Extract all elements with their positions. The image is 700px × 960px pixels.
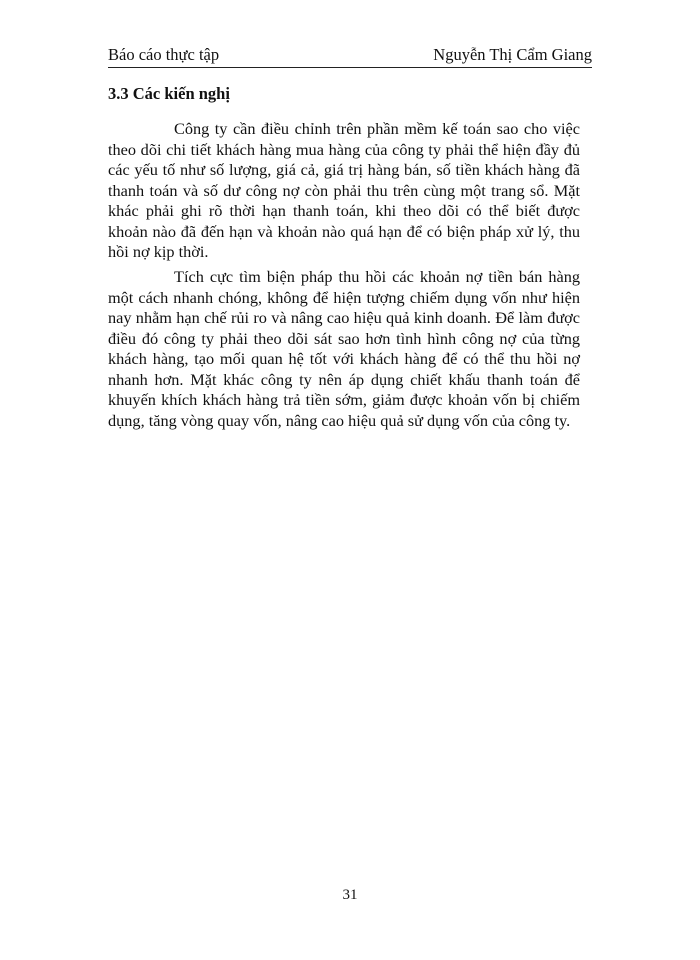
paragraph-2: Tích cực tìm biện pháp thu hồi các khoản nợ tiền bán hàng một cách nhanh chóng, không để hiện tượng chiếm dụng vốn như hiện nay nhằm hạn chế rủi ro và nâng cao hiệu quả kinh doanh. Để làm được điều đó công ty phải theo dõi sát sao hơn tình hình công nợ của từng khách hàng, tạo mối quan hệ tốt với khách hàng để có thể thu hồi nợ nhanh hơn. Mặt khác công ty nên áp dụng chiết khấu thanh toán để khuyến khích khách hàng trả tiền sớm, giảm được khoản vốn bị chiếm dụng, tăng vòng quay vốn, nâng cao hiệu quả sử dụng vốn của công ty. xyxy=(108,267,580,430)
page-header xyxy=(108,41,592,65)
paragraph-1: Công ty cần điều chỉnh trên phần mềm kế toán sao cho việc theo dõi chi tiết khách hàng mua hàng của công ty phải thể hiện đầy đủ các yếu tố như số lượng, giá cả, giá trị hàng bán, số tiền khách hàng đã thanh toán và số dư công nợ còn phải thu trên cùng một trang sổ. Mặt khác phải ghi rõ thời hạn thanh toán, khi theo dõi có thể biết được khoản nào đã đến hạn và khoản nào quá hạn để có biện pháp xử lý, thu hồi nợ kịp thời. xyxy=(108,119,580,261)
header-report-title: Báo cáo thực tập xyxy=(108,45,220,64)
header-divider xyxy=(108,67,592,68)
page-number: 31 xyxy=(342,887,358,903)
section-heading: 3.3 Các kiến nghị xyxy=(108,84,230,103)
header-author-name: Nguyễn Thị Cẩm Giang xyxy=(433,45,592,64)
